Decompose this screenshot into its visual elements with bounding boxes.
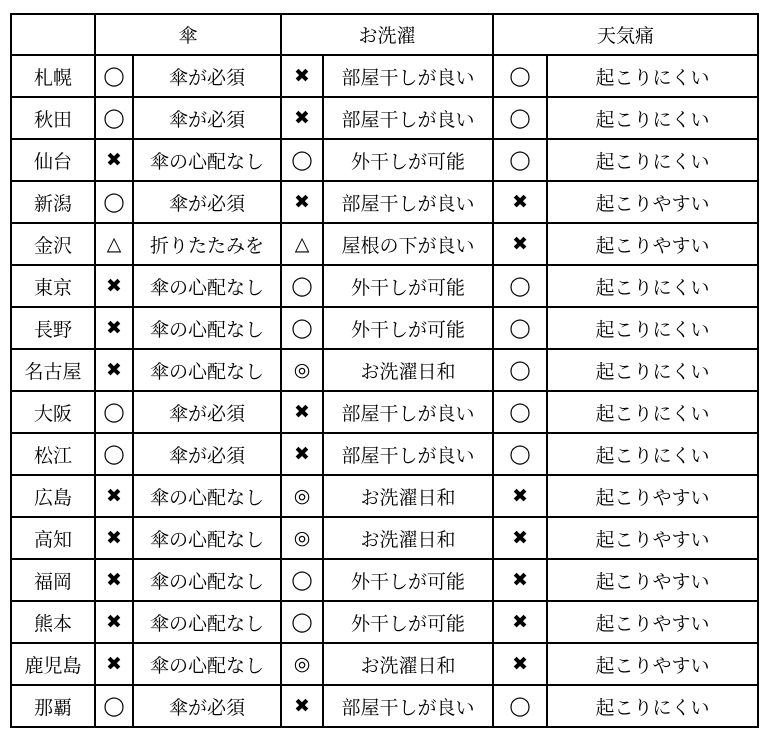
umbrella-text-cell: 傘の心配なし bbox=[133, 139, 281, 181]
pain-mark-cell: ✖ bbox=[493, 517, 547, 559]
city-cell: 秋田 bbox=[11, 97, 95, 139]
pain-text-cell: 起こりにくい bbox=[547, 391, 758, 433]
pain-text-cell: 起こりにくい bbox=[547, 685, 758, 727]
pain-mark-cell: ✖ bbox=[493, 223, 547, 265]
umbrella-mark-cell: ✖ bbox=[95, 643, 133, 685]
laundry-mark-cell: ✖ bbox=[281, 181, 323, 223]
city-cell: 名古屋 bbox=[11, 349, 95, 391]
umbrella-text-cell: 傘の心配なし bbox=[133, 643, 281, 685]
laundry-mark-cell: △ bbox=[281, 223, 323, 265]
umbrella-mark-cell: ✖ bbox=[95, 349, 133, 391]
city-cell: 松江 bbox=[11, 433, 95, 475]
laundry-mark-cell: ◯ bbox=[281, 265, 323, 307]
city-cell: 東京 bbox=[11, 265, 95, 307]
pain-mark-cell: ✖ bbox=[493, 643, 547, 685]
header-row bbox=[11, 14, 758, 55]
umbrella-text-cell: 傘が必須 bbox=[133, 97, 281, 139]
laundry-mark-cell: ✖ bbox=[281, 55, 323, 97]
pain-mark-cell: ◯ bbox=[493, 265, 547, 307]
pain-text-cell: 起こりやすい bbox=[547, 601, 758, 643]
laundry-text-cell: 外干しが可能 bbox=[323, 601, 493, 643]
city-cell: 新潟 bbox=[11, 181, 95, 223]
umbrella-mark-cell: △ bbox=[95, 223, 133, 265]
city-cell: 熊本 bbox=[11, 601, 95, 643]
umbrella-text-cell: 傘の心配なし bbox=[133, 307, 281, 349]
table-row bbox=[11, 391, 758, 433]
laundry-mark-cell: ✖ bbox=[281, 97, 323, 139]
pain-mark-cell: ◯ bbox=[493, 349, 547, 391]
table-row bbox=[11, 475, 758, 517]
umbrella-mark-cell: ✖ bbox=[95, 139, 133, 181]
table-row bbox=[11, 181, 758, 223]
pain-text-cell: 起こりにくい bbox=[547, 55, 758, 97]
laundry-mark-cell: ✖ bbox=[281, 685, 323, 727]
pain-text-cell: 起こりにくい bbox=[547, 97, 758, 139]
table-body bbox=[11, 14, 758, 727]
city-cell: 仙台 bbox=[11, 139, 95, 181]
laundry-text-cell: 部屋干しが良い bbox=[323, 97, 493, 139]
umbrella-text-cell: 傘の心配なし bbox=[133, 517, 281, 559]
laundry-mark-cell: ◯ bbox=[281, 139, 323, 181]
pain-text-cell: 起こりにくい bbox=[547, 265, 758, 307]
laundry-mark-cell: ◯ bbox=[281, 559, 323, 601]
laundry-text-cell: お洗濯日和 bbox=[323, 517, 493, 559]
laundry-text-cell: 屋根の下が良い bbox=[323, 223, 493, 265]
table-row bbox=[11, 139, 758, 181]
weather-pain-header: 天気痛 bbox=[493, 14, 758, 55]
laundry-text-cell: 外干しが可能 bbox=[323, 265, 493, 307]
table-row bbox=[11, 307, 758, 349]
umbrella-text-cell: 傘の心配なし bbox=[133, 601, 281, 643]
laundry-text-cell: お洗濯日和 bbox=[323, 475, 493, 517]
table-row bbox=[11, 433, 758, 475]
pain-text-cell: 起こりやすい bbox=[547, 517, 758, 559]
umbrella-text-cell: 傘が必須 bbox=[133, 391, 281, 433]
laundry-text-cell: お洗濯日和 bbox=[323, 643, 493, 685]
umbrella-mark-cell: ✖ bbox=[95, 307, 133, 349]
city-cell: 那覇 bbox=[11, 685, 95, 727]
laundry-text-cell: 外干しが可能 bbox=[323, 139, 493, 181]
pain-text-cell: 起こりにくい bbox=[547, 433, 758, 475]
laundry-text-cell: 部屋干しが良い bbox=[323, 433, 493, 475]
umbrella-text-cell: 傘が必須 bbox=[133, 55, 281, 97]
table-row bbox=[11, 643, 758, 685]
laundry-header: お洗濯 bbox=[281, 14, 493, 55]
laundry-text-cell: 部屋干しが良い bbox=[323, 181, 493, 223]
pain-mark-cell: ✖ bbox=[493, 475, 547, 517]
umbrella-mark-cell: ✖ bbox=[95, 601, 133, 643]
table-row bbox=[11, 559, 758, 601]
pain-text-cell: 起こりやすい bbox=[547, 475, 758, 517]
laundry-text-cell: 外干しが可能 bbox=[323, 307, 493, 349]
umbrella-text-cell: 傘の心配なし bbox=[133, 475, 281, 517]
laundry-mark-cell: ◎ bbox=[281, 643, 323, 685]
pain-text-cell: 起こりにくい bbox=[547, 307, 758, 349]
laundry-mark-cell: ◎ bbox=[281, 517, 323, 559]
city-cell: 札幌 bbox=[11, 55, 95, 97]
umbrella-mark-cell: ◯ bbox=[95, 55, 133, 97]
laundry-text-cell: 部屋干しが良い bbox=[323, 55, 493, 97]
laundry-mark-cell: ◎ bbox=[281, 475, 323, 517]
umbrella-mark-cell: ◯ bbox=[95, 391, 133, 433]
corner-header-cell bbox=[11, 14, 95, 55]
umbrella-mark-cell: ◯ bbox=[95, 433, 133, 475]
pain-mark-cell: ◯ bbox=[493, 391, 547, 433]
laundry-mark-cell: ◯ bbox=[281, 601, 323, 643]
umbrella-mark-cell: ✖ bbox=[95, 475, 133, 517]
table-row bbox=[11, 223, 758, 265]
laundry-text-cell: 外干しが可能 bbox=[323, 559, 493, 601]
pain-mark-cell: ◯ bbox=[493, 685, 547, 727]
table-row bbox=[11, 601, 758, 643]
umbrella-mark-cell: ✖ bbox=[95, 265, 133, 307]
city-cell: 大阪 bbox=[11, 391, 95, 433]
pain-mark-cell: ◯ bbox=[493, 55, 547, 97]
pain-mark-cell: ◯ bbox=[493, 97, 547, 139]
umbrella-text-cell: 傘が必須 bbox=[133, 433, 281, 475]
umbrella-header: 傘 bbox=[95, 14, 281, 55]
pain-text-cell: 起こりやすい bbox=[547, 181, 758, 223]
umbrella-text-cell: 折りたたみを bbox=[133, 223, 281, 265]
pain-text-cell: 起こりやすい bbox=[547, 559, 758, 601]
pain-mark-cell: ◯ bbox=[493, 139, 547, 181]
umbrella-mark-cell: ✖ bbox=[95, 559, 133, 601]
laundry-text-cell: お洗濯日和 bbox=[323, 349, 493, 391]
pain-text-cell: 起こりやすい bbox=[547, 643, 758, 685]
table-row bbox=[11, 517, 758, 559]
city-cell: 福岡 bbox=[11, 559, 95, 601]
city-cell: 広島 bbox=[11, 475, 95, 517]
table-row bbox=[11, 265, 758, 307]
pain-mark-cell: ◯ bbox=[493, 307, 547, 349]
forecast-table bbox=[10, 13, 759, 728]
laundry-text-cell: 部屋干しが良い bbox=[323, 391, 493, 433]
laundry-mark-cell: ◯ bbox=[281, 307, 323, 349]
umbrella-mark-cell: ◯ bbox=[95, 97, 133, 139]
laundry-mark-cell: ✖ bbox=[281, 391, 323, 433]
pain-mark-cell: ✖ bbox=[493, 601, 547, 643]
umbrella-mark-cell: ◯ bbox=[95, 181, 133, 223]
pain-mark-cell: ✖ bbox=[493, 559, 547, 601]
umbrella-text-cell: 傘の心配なし bbox=[133, 559, 281, 601]
city-cell: 長野 bbox=[11, 307, 95, 349]
pain-mark-cell: ✖ bbox=[493, 181, 547, 223]
umbrella-text-cell: 傘が必須 bbox=[133, 685, 281, 727]
city-cell: 高知 bbox=[11, 517, 95, 559]
table-row bbox=[11, 55, 758, 97]
table-row bbox=[11, 349, 758, 391]
umbrella-text-cell: 傘が必須 bbox=[133, 181, 281, 223]
table-row bbox=[11, 685, 758, 727]
umbrella-text-cell: 傘の心配なし bbox=[133, 265, 281, 307]
table-row bbox=[11, 97, 758, 139]
city-cell: 鹿児島 bbox=[11, 643, 95, 685]
pain-text-cell: 起こりにくい bbox=[547, 349, 758, 391]
laundry-text-cell: 部屋干しが良い bbox=[323, 685, 493, 727]
pain-mark-cell: ◯ bbox=[493, 433, 547, 475]
pain-text-cell: 起こりにくい bbox=[547, 139, 758, 181]
city-cell: 金沢 bbox=[11, 223, 95, 265]
pain-text-cell: 起こりやすい bbox=[547, 223, 758, 265]
laundry-mark-cell: ✖ bbox=[281, 433, 323, 475]
umbrella-mark-cell: ◯ bbox=[95, 685, 133, 727]
umbrella-text-cell: 傘の心配なし bbox=[133, 349, 281, 391]
laundry-mark-cell: ◎ bbox=[281, 349, 323, 391]
umbrella-mark-cell: ✖ bbox=[95, 517, 133, 559]
